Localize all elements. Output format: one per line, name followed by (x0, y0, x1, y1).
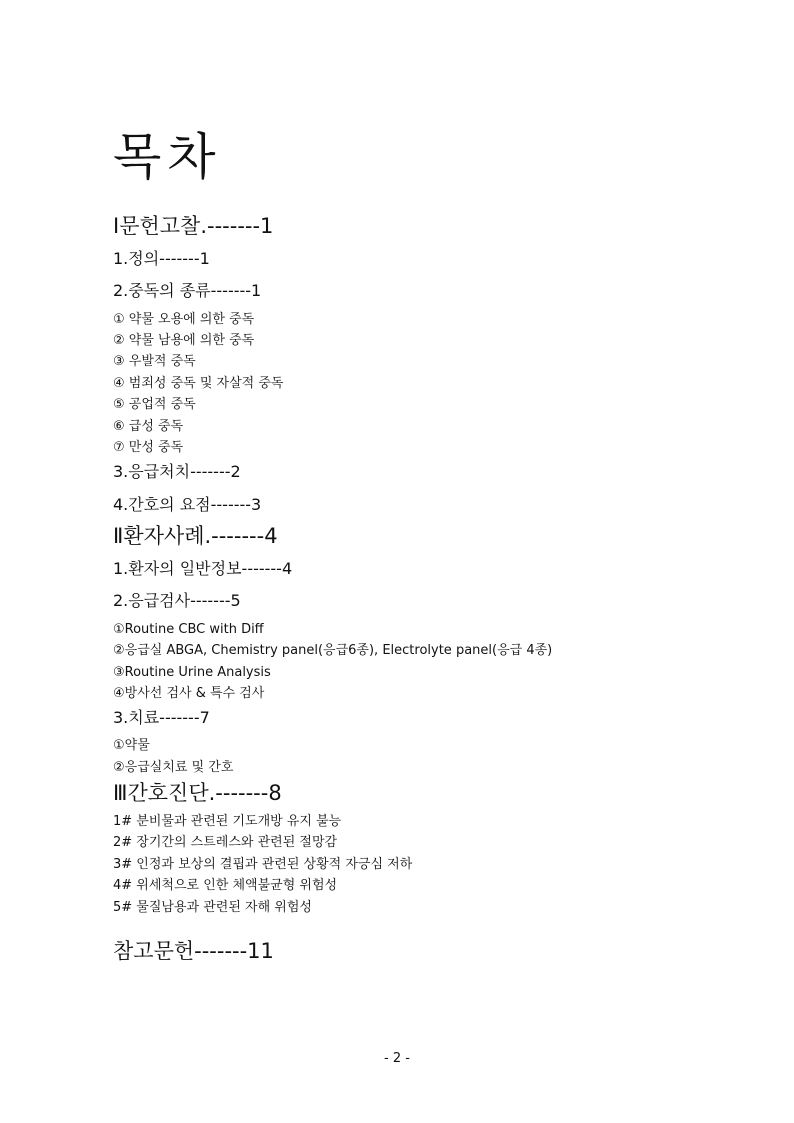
toc-subsection: 3.응급처치-------2 (113, 462, 241, 481)
toc-item: ② 약물 남용에 의한 중독 (113, 333, 255, 348)
toc-item: ④방사선 검사 & 특수 검사 (113, 686, 265, 701)
toc-item: ③ 우발적 중독 (113, 354, 196, 369)
toc-section-heading: Ⅱ환자사례.-------4 (113, 524, 278, 548)
toc-section-heading: Ⅰ문헌고찰.-------1 (113, 214, 274, 238)
toc-diagnosis-item: 3# 인정과 보상의 결핍과 관련된 상황적 자긍심 저하 (113, 857, 413, 872)
toc-item: ③Routine Urine Analysis (113, 665, 271, 680)
page-title: 목차 (113, 128, 222, 186)
toc-item: ⑥ 급성 중독 (113, 419, 184, 434)
toc-subsection: 1.환자의 일반정보-------4 (113, 559, 293, 578)
toc-subsection: 2.응급검사-------5 (113, 591, 241, 610)
toc-subsection: 3.치료-------7 (113, 708, 210, 727)
toc-diagnosis-item: 4# 위세척으로 인한 체액불균형 위험성 (113, 878, 338, 893)
toc-item: ① 약물 오용에 의한 중독 (113, 312, 255, 327)
toc-item: ⑤ 공업적 중독 (113, 397, 196, 412)
toc-diagnosis-item: 1# 분비물과 관련된 기도개방 유지 불능 (113, 814, 342, 829)
toc-item: ①약물 (113, 738, 150, 753)
page-number: - 2 - (384, 1051, 410, 1066)
toc-section-heading: Ⅲ간호진단.-------8 (113, 781, 282, 805)
toc-item: ⑦ 만성 중독 (113, 440, 184, 455)
toc-subsection: 2.중독의 종류-------1 (113, 281, 262, 300)
toc-item: ④ 범죄성 중독 및 자살적 중독 (113, 376, 284, 391)
toc-diagnosis-item: 2# 장기간의 스트레스와 관련된 절망감 (113, 835, 338, 850)
toc-item: ②응급실 ABGA, Chemistry panel(응급6종), Electrolyte panel(응급 4종) (113, 643, 553, 658)
toc-references-heading: 참고문헌-------11 (113, 939, 274, 963)
toc-diagnosis-item: 5# 물질남용과 관련된 자해 위험성 (113, 900, 312, 915)
toc-subsection: 1.정의-------1 (113, 249, 210, 268)
toc-item: ②응급실치료 및 간호 (113, 760, 234, 775)
toc-subsection: 4.간호의 요점-------3 (113, 495, 262, 514)
toc-item: ①Routine CBC with Diff (113, 622, 264, 637)
